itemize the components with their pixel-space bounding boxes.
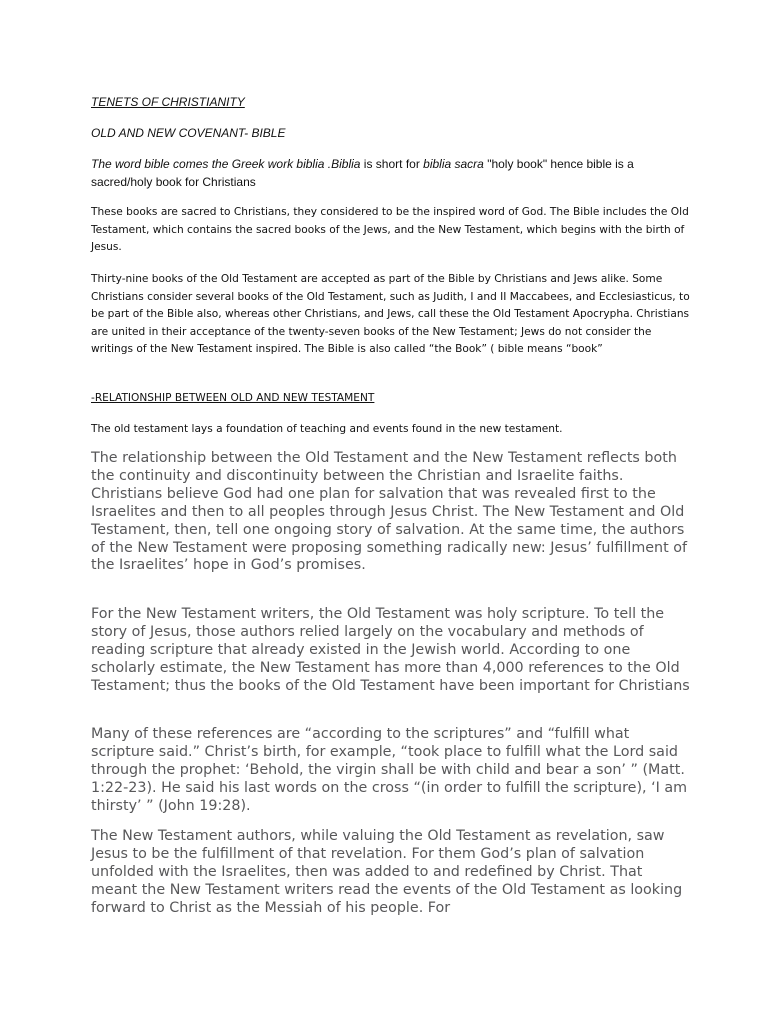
paragraph-thirty-nine-books: Thirty-nine books of the Old Testament are accepted as part of the Bible by Christians and Jews alike. Some Christians consider several books of the Old Testament, such as Judith, I and II Maccabees, and Ecclesiasticus, to be part of the Bible also, whereas other Christians, and Jews, call these the Old Testament Apocrypha. Christians are united in their acceptance of the twenty-seven books of the New Testament; Jews do not consider the writings of the New Testament inspired. The Bible is also called “the Book” ( bible means “book” bbox=[91, 273, 690, 355]
paragraph-books-sacred: These books are sacred to Christians, they considered to be the inspired word of God. The Bible includes the Old Testament, which contains the sacred books of the Jews, and the New Testament, which begins with the birth of Jesus. bbox=[91, 206, 689, 253]
paragraph-references: Many of these references are “according to the scriptures” and “fulfill what scripture said.” Christ’s birth, for example, “took place to fulfill what the Lord said through the prophet: ‘Behold, the virgin shall be with child and bear a son’ ” (Matt. 1:22-23). He said his last words on the cross “(in order to fulfill the scripture), ‘I am thirsty’ ” (John 19:28). bbox=[91, 726, 688, 814]
intro-italic-phrase: The word bible comes the Greek work biblia .Biblia bbox=[91, 157, 361, 171]
paragraph-foundation: The old testament lays a foundation of teaching and events found in the new testament. bbox=[91, 423, 563, 435]
document-title: TENETS OF CHRISTIANITY bbox=[91, 95, 245, 109]
paragraph-holy-scripture: For the New Testament writers, the Old Testament was holy scripture. To tell the story of Jesus, those authors relied largely on the vocabulary and methods of reading scripture that already existed in the Jewish world. According to one scholarly estimate, the New Testament has more than 4,000 references to the Old Testament; thus the books of the Old Testament have been important for Christians bbox=[91, 606, 690, 694]
intro-text: is short for bbox=[360, 157, 424, 171]
intro-italic-term: biblia sacra bbox=[423, 157, 484, 171]
section-heading-relationship: -RELATIONSHIP BETWEEN OLD AND NEW TESTAMENT bbox=[91, 392, 375, 404]
paragraph-relationship: The relationship between the Old Testament and the New Testament reflects both the continuity and discontinuity between the Christian and Israelite faiths. Christians believe God had one plan for salvation that was revealed first to the Israelites and then to all peoples through Jesus Christ. The New Testament and Old Testament, then, tell one ongoing story of salvation. At the same time, the authors of the New Testament were proposing something radically new: Jesus’ fulfillment of the Israelites’ hope in God’s promises. bbox=[91, 450, 688, 574]
intro-paragraph bbox=[91, 155, 691, 191]
document-subtitle: OLD AND NEW COVENANT- BIBLE bbox=[91, 126, 286, 140]
paragraph-fulfillment: The New Testament authors, while valuing the Old Testament as revelation, saw Jesus to be the fulfillment of that revelation. For them God’s plan of salvation unfolded with the Israelites, then was added to and redefined by Christ. That meant the New Testament writers read the events of the Old Testament as looking forward to Christ as the Messiah of his people. For bbox=[91, 828, 683, 916]
intro-text-end: "holy book" hence bible is a sacred/holy book for Christians bbox=[91, 157, 634, 189]
